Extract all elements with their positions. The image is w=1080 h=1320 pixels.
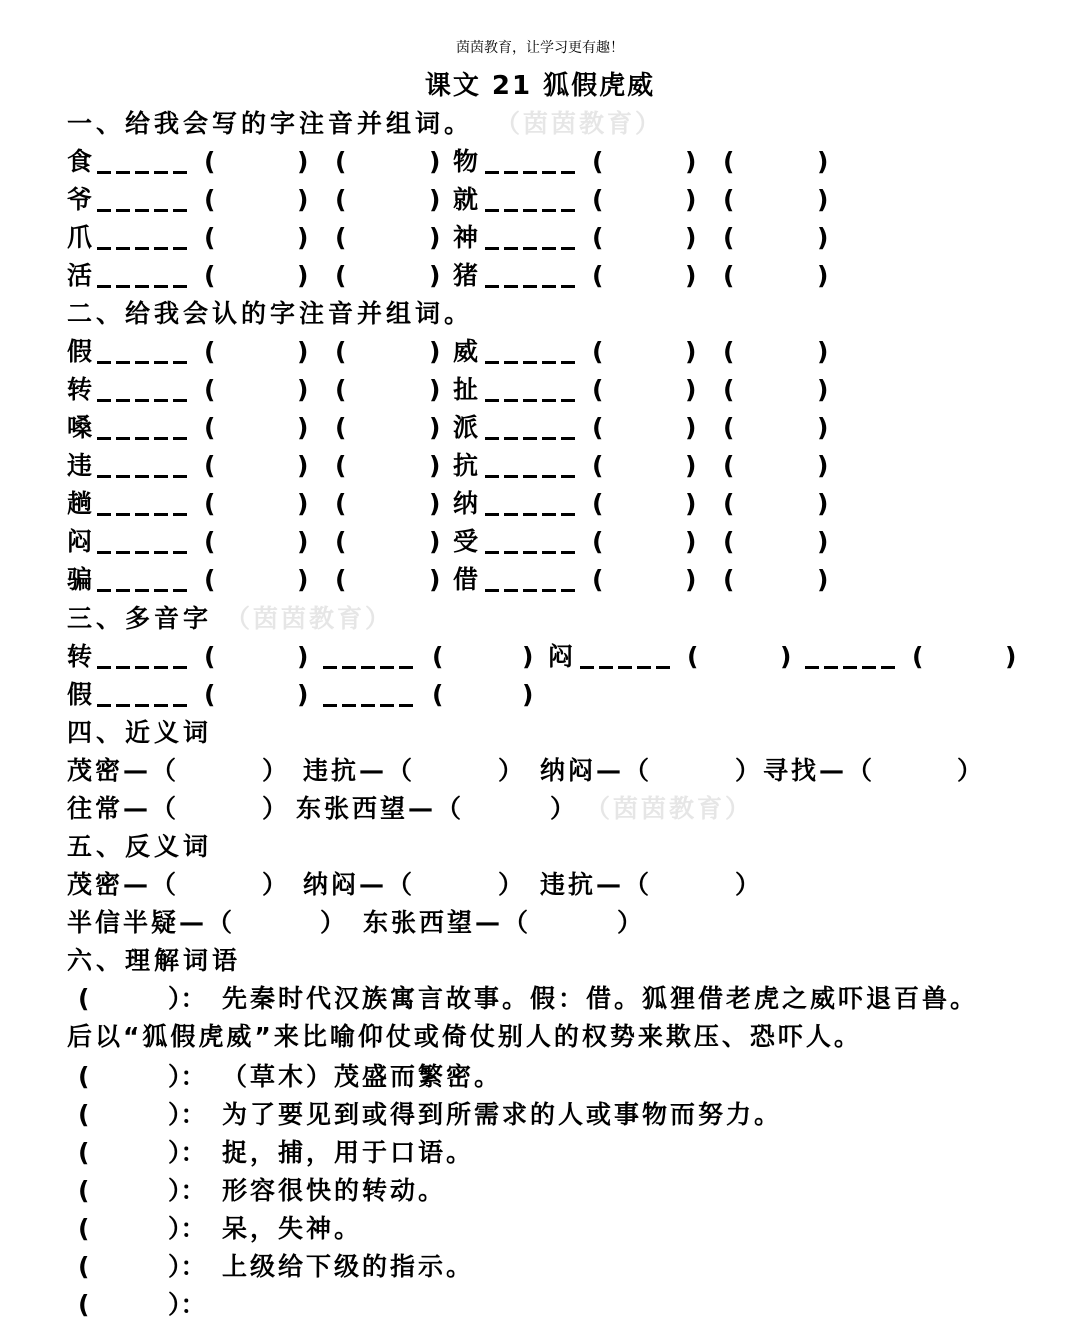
paren-close: )	[685, 261, 697, 290]
paren-open: (	[592, 413, 604, 442]
row-char: 受	[453, 527, 479, 556]
definition-text: （草木）茂盛而繁密。	[222, 1062, 503, 1091]
paren-open: (	[204, 680, 216, 709]
paren-open: (	[78, 1176, 90, 1205]
paren-close: )	[297, 565, 309, 594]
answer-blank[interactable]	[97, 399, 190, 402]
paren-open: (	[723, 261, 735, 290]
row-char: 闷	[67, 527, 93, 556]
paren-close: )	[817, 147, 829, 176]
paren-open: (	[335, 261, 347, 290]
answer-blank[interactable]	[97, 361, 190, 364]
paren-close: )	[817, 337, 829, 366]
paren-close: )	[817, 489, 829, 518]
synonym-item: ）	[498, 756, 527, 785]
paren-open: (	[204, 413, 216, 442]
answer-blank[interactable]	[97, 171, 190, 174]
answer-blank[interactable]	[97, 437, 190, 440]
paren-open: (	[204, 261, 216, 290]
paren-close: )	[685, 527, 697, 556]
definition-text: 为了要见到或得到所需求的人或事物而努力。	[222, 1100, 783, 1129]
answer-blank[interactable]	[580, 666, 672, 669]
definition-text: 捉，捕，用于口语。	[222, 1138, 475, 1167]
paren-open: (	[723, 147, 735, 176]
paren-close: )	[817, 185, 829, 214]
paren-open: (	[78, 984, 90, 1013]
row-char: 神	[453, 223, 479, 252]
answer-blank[interactable]	[485, 285, 578, 288]
paren-open: (	[592, 527, 604, 556]
paren-open: (	[592, 565, 604, 594]
paren-open: (	[432, 680, 444, 709]
paren-open: (	[78, 1138, 90, 1167]
paren-close: )	[522, 680, 534, 709]
paren-open: (	[78, 1100, 90, 1129]
paren-close: )	[429, 565, 441, 594]
antonym-item: 东张西望—（	[363, 908, 532, 937]
definition-sep: ）：	[168, 1214, 206, 1243]
definition-text: 上级给下级的指示。	[222, 1252, 475, 1281]
definition-sep: ）：	[168, 1062, 206, 1091]
paren-close: )	[429, 223, 441, 252]
definition-text: 形容很快的转动。	[222, 1176, 447, 1205]
paren-close: )	[429, 413, 441, 442]
paren-close: )	[429, 147, 441, 176]
paren-close: )	[297, 337, 309, 366]
paren-close: )	[817, 223, 829, 252]
definition-sep: ）：	[168, 1290, 206, 1319]
paren-close: )	[297, 489, 309, 518]
paren-close: )	[685, 489, 697, 518]
row-char: 违	[67, 451, 93, 480]
paren-open: (	[335, 527, 347, 556]
paren-close: )	[817, 375, 829, 404]
answer-blank[interactable]	[97, 666, 190, 669]
paren-open: (	[723, 489, 735, 518]
paren-close: )	[297, 147, 309, 176]
answer-blank[interactable]	[97, 589, 190, 592]
row-char: 转	[67, 642, 93, 671]
synonym-item: ）	[262, 794, 291, 823]
section-heading: 四、近义词	[67, 718, 213, 747]
paren-close: )	[685, 185, 697, 214]
answer-blank[interactable]	[485, 589, 578, 592]
paren-close: )	[685, 451, 697, 480]
paren-open: (	[78, 1290, 90, 1319]
paren-close: )	[817, 261, 829, 290]
paren-close: )	[429, 451, 441, 480]
paren-close: )	[297, 451, 309, 480]
page-title: 课文 21 狐假虎威	[424, 71, 656, 101]
paren-close: )	[817, 413, 829, 442]
paren-open: (	[204, 375, 216, 404]
answer-blank[interactable]	[485, 475, 578, 478]
watermark: （茵茵教育）	[585, 794, 754, 823]
row-char: 威	[453, 337, 479, 366]
row-char: 爪	[67, 223, 93, 252]
row-char: 活	[67, 261, 93, 290]
synonym-item: ）寻找—（	[735, 756, 876, 785]
paren-close: )	[817, 565, 829, 594]
paren-close: )	[297, 527, 309, 556]
answer-blank[interactable]	[485, 247, 578, 250]
paren-close: )	[429, 527, 441, 556]
paren-open: (	[78, 1062, 90, 1091]
paren-open: (	[78, 1252, 90, 1281]
synonym-item: 东张西望—（	[296, 794, 465, 823]
paren-open: (	[204, 565, 216, 594]
paren-open: (	[335, 147, 347, 176]
paren-close: )	[817, 451, 829, 480]
paren-open: (	[204, 489, 216, 518]
paren-open: (	[592, 489, 604, 518]
paren-open: (	[335, 223, 347, 252]
section-heading: 三、多音字	[67, 604, 213, 633]
paren-open: (	[723, 527, 735, 556]
antonym-item: ）	[262, 870, 291, 899]
answer-blank[interactable]	[97, 704, 190, 707]
row-char: 爷	[67, 185, 93, 214]
row-char: 骗	[67, 565, 93, 594]
paren-open: (	[592, 185, 604, 214]
paren-open: (	[723, 185, 735, 214]
answer-blank[interactable]	[97, 475, 190, 478]
paren-open: (	[204, 147, 216, 176]
row-char: 扯	[453, 375, 479, 404]
row-char: 猪	[453, 261, 479, 290]
row-char: 借	[453, 565, 479, 594]
antonym-item: ）	[617, 908, 646, 937]
paren-close: )	[685, 565, 697, 594]
row-char: 嗓	[67, 413, 93, 442]
row-char: 闷	[548, 642, 574, 671]
antonym-item: 纳闷—（	[303, 870, 416, 899]
paren-open: (	[912, 642, 924, 671]
paren-close: )	[429, 489, 441, 518]
section-heading: 五、反义词	[67, 832, 213, 861]
definition-continuation: 后以“狐假虎威”来比喻仰仗或倚仗别人的权势来欺压、恐吓人。	[67, 1022, 862, 1051]
watermark: （茵茵教育）	[495, 109, 664, 138]
paren-close: )	[297, 223, 309, 252]
synonym-item: ）	[550, 794, 579, 823]
watermark: （茵茵教育）	[225, 604, 394, 633]
definition-sep: ）：	[168, 984, 206, 1013]
synonym-item: 纳闷—（	[540, 756, 653, 785]
paren-open: (	[723, 223, 735, 252]
answer-blank[interactable]	[485, 171, 578, 174]
row-char: 食	[67, 147, 93, 176]
paren-open: (	[335, 413, 347, 442]
paren-open: (	[335, 489, 347, 518]
paren-close: )	[522, 642, 534, 671]
antonym-item: ）	[320, 908, 349, 937]
paren-open: (	[723, 565, 735, 594]
section-heading: 六、理解词语	[67, 946, 242, 975]
paren-close: )	[1005, 642, 1017, 671]
synonym-item: ）	[262, 756, 291, 785]
definition-text: 先秦时代汉族寓言故事。假：借。狐狸借老虎之威吓退百兽。	[222, 984, 979, 1013]
answer-blank[interactable]	[485, 437, 578, 440]
paren-open: (	[432, 642, 444, 671]
paren-close: )	[685, 223, 697, 252]
answer-blank[interactable]	[97, 513, 190, 516]
antonym-item: 半信半疑—（	[67, 908, 236, 937]
paren-close: )	[685, 147, 697, 176]
paren-open: (	[335, 565, 347, 594]
answer-blank[interactable]	[805, 666, 897, 669]
synonym-item: 违抗—（	[303, 756, 416, 785]
row-char: 抗	[453, 451, 479, 480]
paren-open: (	[204, 527, 216, 556]
paren-open: (	[592, 261, 604, 290]
paren-close: )	[780, 642, 792, 671]
paren-open: (	[335, 375, 347, 404]
synonym-item: ）	[957, 756, 986, 785]
answer-blank[interactable]	[485, 513, 578, 516]
answer-blank[interactable]	[97, 285, 190, 288]
paren-open: (	[723, 375, 735, 404]
paren-close: )	[297, 185, 309, 214]
answer-blank[interactable]	[97, 209, 190, 212]
answer-blank[interactable]	[97, 551, 190, 554]
definition-sep: ）：	[168, 1176, 206, 1205]
paren-open: (	[592, 375, 604, 404]
paren-open: (	[592, 147, 604, 176]
antonym-item: 茂密—（	[67, 870, 180, 899]
paren-open: (	[204, 337, 216, 366]
paren-open: (	[335, 185, 347, 214]
paren-open: (	[204, 223, 216, 252]
paren-close: )	[685, 337, 697, 366]
paren-open: (	[592, 337, 604, 366]
paren-close: )	[297, 413, 309, 442]
definition-text: 呆，失神。	[222, 1214, 363, 1243]
row-char: 假	[67, 680, 93, 709]
synonym-item: 往常—（	[67, 794, 180, 823]
page-header: 茵茵教育，让学习更有趣！	[456, 40, 624, 56]
paren-open: (	[78, 1214, 90, 1243]
paren-open: (	[335, 337, 347, 366]
paren-close: )	[429, 261, 441, 290]
paren-open: (	[723, 413, 735, 442]
row-char: 假	[67, 337, 93, 366]
row-char: 趟	[67, 489, 93, 518]
synonym-item: 茂密—（	[67, 756, 180, 785]
answer-blank[interactable]	[485, 361, 578, 364]
row-char: 就	[453, 185, 479, 214]
answer-blank[interactable]	[485, 399, 578, 402]
paren-open: (	[592, 451, 604, 480]
paren-close: )	[685, 413, 697, 442]
row-char: 派	[453, 413, 479, 442]
answer-blank[interactable]	[485, 209, 578, 212]
paren-open: (	[723, 451, 735, 480]
row-char: 纳	[453, 489, 479, 518]
paren-close: )	[297, 642, 309, 671]
answer-blank[interactable]	[485, 551, 578, 554]
paren-open: (	[204, 642, 216, 671]
paren-close: )	[685, 375, 697, 404]
paren-open: (	[592, 223, 604, 252]
antonym-item: ）	[498, 870, 527, 899]
row-char: 转	[67, 375, 93, 404]
paren-close: )	[297, 261, 309, 290]
paren-close: )	[817, 527, 829, 556]
paren-open: (	[723, 337, 735, 366]
definition-sep: ）：	[168, 1100, 206, 1129]
antonym-item: ）	[735, 870, 764, 899]
answer-blank[interactable]	[323, 704, 415, 707]
definition-sep: ）：	[168, 1138, 206, 1167]
answer-blank[interactable]	[97, 247, 190, 250]
antonym-item: 违抗—（	[540, 870, 653, 899]
paren-close: )	[429, 185, 441, 214]
paren-close: )	[429, 375, 441, 404]
section-heading: 一、给我会写的字注音并组词。	[67, 109, 474, 138]
definition-sep: ）：	[168, 1252, 206, 1281]
paren-open: (	[335, 451, 347, 480]
paren-close: )	[297, 680, 309, 709]
paren-close: )	[429, 337, 441, 366]
paren-open: (	[204, 451, 216, 480]
section-heading: 二、给我会认的字注音并组词。	[67, 299, 474, 328]
paren-close: )	[297, 375, 309, 404]
paren-open: (	[687, 642, 699, 671]
answer-blank[interactable]	[323, 666, 415, 669]
paren-open: (	[204, 185, 216, 214]
row-char: 物	[453, 147, 479, 176]
